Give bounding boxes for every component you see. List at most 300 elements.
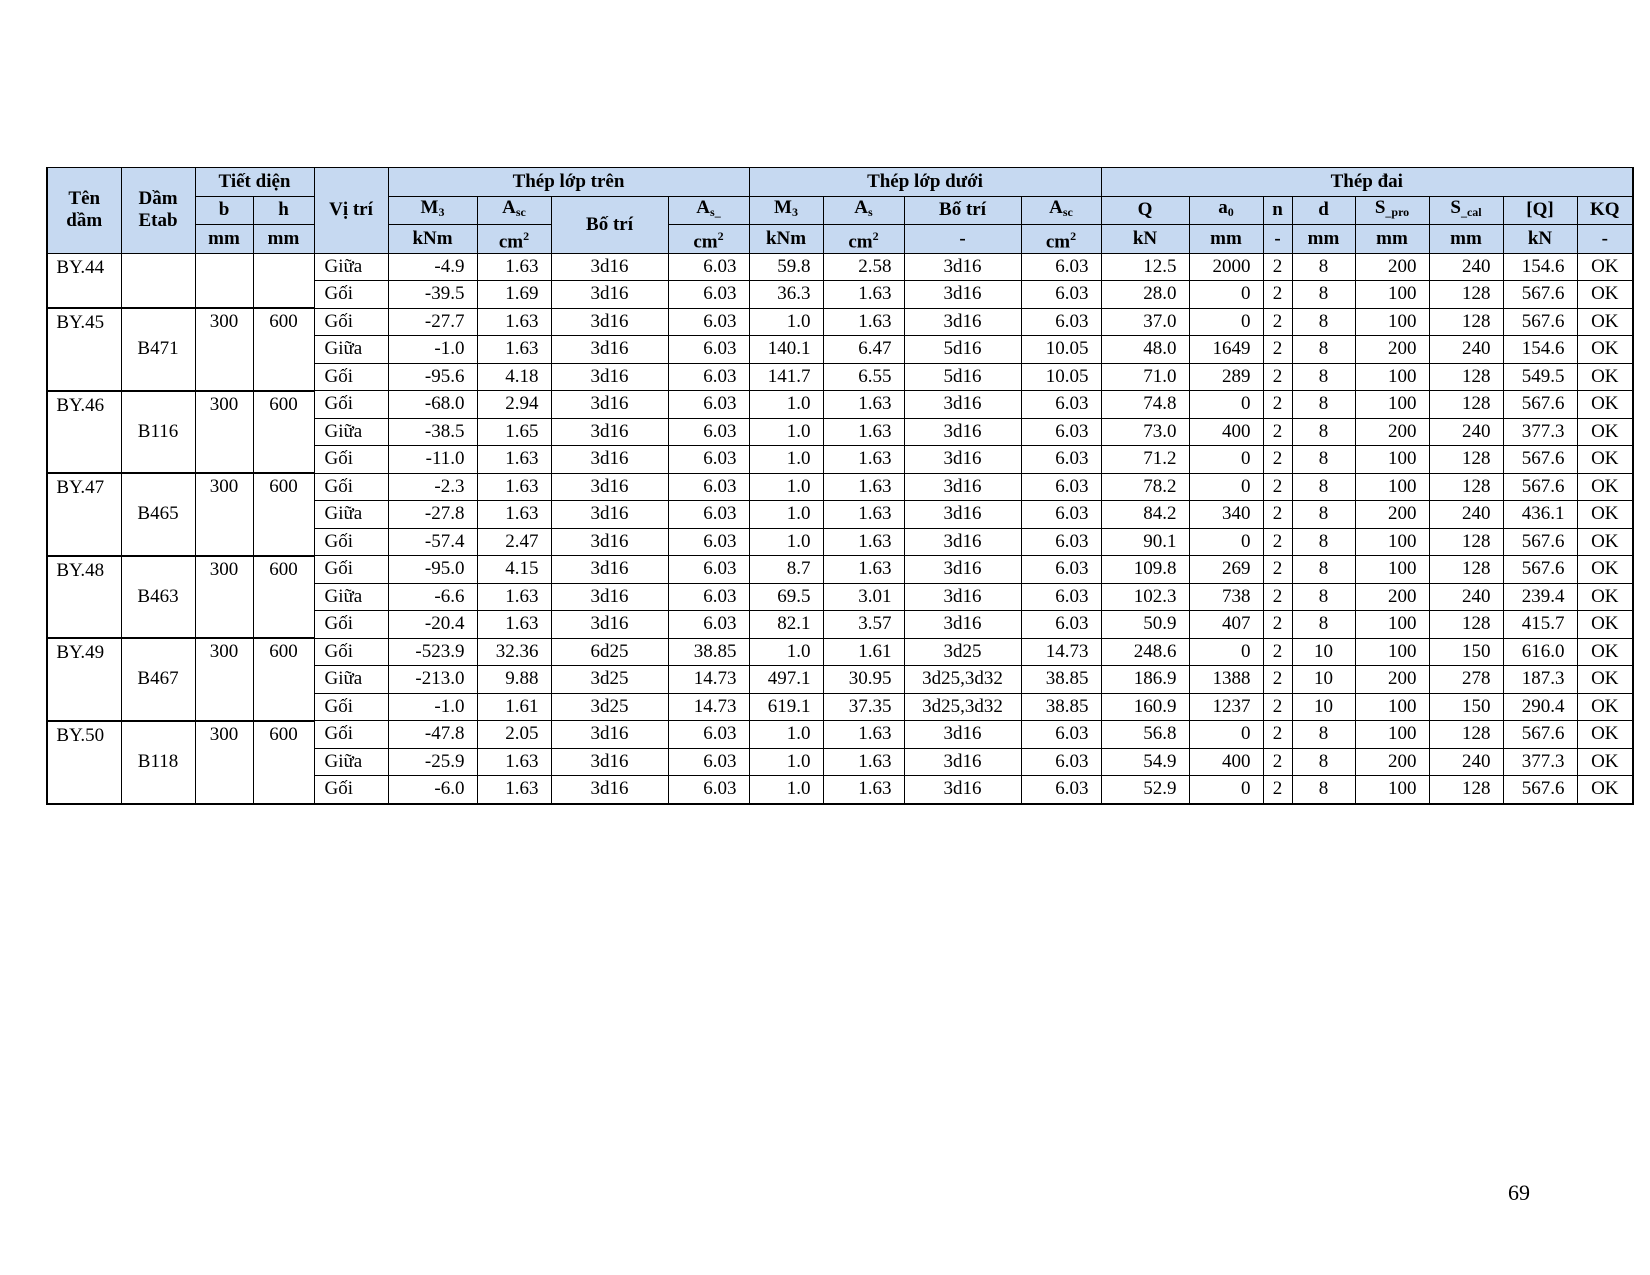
cell-a0: 269: [1189, 556, 1263, 584]
cell-top-bo-tri: 3d16: [551, 611, 668, 639]
cell-b: 300: [195, 638, 253, 721]
cell-top-as: 6.03: [668, 528, 749, 556]
cell-q-allow: 377.3: [1503, 748, 1577, 776]
cell-q-allow: 239.4: [1503, 583, 1577, 611]
cell-d: 8: [1292, 253, 1355, 281]
cell-top-m3: -95.6: [388, 363, 477, 391]
cell-d: 8: [1292, 776, 1355, 804]
cell-top-as: 6.03: [668, 583, 749, 611]
cell-a0: 340: [1189, 501, 1263, 529]
cell-s-pro: 200: [1355, 748, 1429, 776]
cell-d: 8: [1292, 556, 1355, 584]
cell-top-bo-tri: 3d16: [551, 501, 668, 529]
header-dam-etab: Dầm Etab: [121, 168, 195, 254]
unit-top-as: $cm^2$: [668, 225, 749, 254]
cell-vi-tri: Giữa: [314, 666, 388, 694]
cell-s-pro: 100: [1355, 308, 1429, 336]
header-kq: KQ: [1577, 196, 1633, 225]
cell-q-allow: 154.6: [1503, 336, 1577, 364]
cell-top-as: 6.03: [668, 253, 749, 281]
header-s-cal: $S_{\_cal}$: [1429, 196, 1503, 225]
cell-q: 52.9: [1101, 776, 1189, 804]
cell-beam-name: BY.48: [47, 556, 121, 639]
cell-top-asc: 1.63: [477, 308, 551, 336]
cell-s-cal: 128: [1429, 721, 1503, 749]
cell-a0: 0: [1189, 391, 1263, 419]
cell-vi-tri: Giữa: [314, 253, 388, 281]
cell-bot-bo-tri: 3d16: [904, 721, 1021, 749]
table-row: [47, 473, 1633, 501]
cell-bot-m3: 1.0: [749, 721, 823, 749]
cell-d: 8: [1292, 473, 1355, 501]
cell-top-m3: -95.0: [388, 556, 477, 584]
cell-q: 50.9: [1101, 611, 1189, 639]
header-top-asc: $A_{sc}$: [477, 196, 551, 225]
cell-kq: OK: [1577, 473, 1633, 501]
cell-d: 10: [1292, 666, 1355, 694]
cell-d: 8: [1292, 528, 1355, 556]
cell-b: 300: [195, 391, 253, 474]
cell-d: 8: [1292, 501, 1355, 529]
cell-b: [195, 253, 253, 308]
cell-bot-asc: 10.05: [1021, 336, 1101, 364]
cell-d: 10: [1292, 693, 1355, 721]
cell-s-pro: 100: [1355, 363, 1429, 391]
cell-h: [253, 253, 314, 308]
cell-q-allow: 154.6: [1503, 253, 1577, 281]
cell-top-asc: 32.36: [477, 638, 551, 666]
cell-top-bo-tri: 3d16: [551, 418, 668, 446]
header-q: Q: [1101, 196, 1189, 225]
header-top-m3: $M_3$: [388, 196, 477, 225]
cell-top-bo-tri: 3d25: [551, 693, 668, 721]
cell-h: 600: [253, 473, 314, 556]
cell-s-cal: 240: [1429, 501, 1503, 529]
cell-top-bo-tri: 3d16: [551, 308, 668, 336]
cell-bot-asc: 6.03: [1021, 556, 1101, 584]
cell-s-pro: 100: [1355, 446, 1429, 474]
cell-vi-tri: Gối: [314, 776, 388, 804]
cell-bot-asc: 6.03: [1021, 308, 1101, 336]
cell-bot-asc: 10.05: [1021, 363, 1101, 391]
cell-top-asc: 1.63: [477, 748, 551, 776]
cell-top-as: 6.03: [668, 363, 749, 391]
cell-bot-bo-tri: 3d16: [904, 308, 1021, 336]
cell-etab: B471: [121, 308, 195, 391]
cell-bot-as: 1.63: [823, 281, 904, 309]
header-top-bo-tri: Bố trí: [551, 196, 668, 253]
header-d: d: [1292, 196, 1355, 225]
unit-h: mm: [253, 225, 314, 254]
cell-top-asc: 2.94: [477, 391, 551, 419]
cell-kq: OK: [1577, 528, 1633, 556]
cell-bot-bo-tri: 3d16: [904, 748, 1021, 776]
cell-q-allow: 567.6: [1503, 776, 1577, 804]
table-row: [47, 308, 1633, 336]
cell-q: 28.0: [1101, 281, 1189, 309]
cell-bot-asc: 6.03: [1021, 253, 1101, 281]
cell-bot-m3: 1.0: [749, 391, 823, 419]
cell-bot-m3: 1.0: [749, 528, 823, 556]
unit-a0: mm: [1189, 225, 1263, 254]
cell-bot-as: 1.63: [823, 556, 904, 584]
cell-top-bo-tri: 3d16: [551, 336, 668, 364]
cell-etab: [121, 253, 195, 308]
cell-q-allow: 567.6: [1503, 391, 1577, 419]
cell-bot-bo-tri: 5d16: [904, 363, 1021, 391]
cell-top-as: 6.03: [668, 501, 749, 529]
unit-bot-m3: kNm: [749, 225, 823, 254]
cell-kq: OK: [1577, 363, 1633, 391]
cell-bot-asc: 6.03: [1021, 528, 1101, 556]
cell-bot-as: 37.35: [823, 693, 904, 721]
cell-a0: 1649: [1189, 336, 1263, 364]
cell-bot-asc: 6.03: [1021, 721, 1101, 749]
cell-top-asc: 1.63: [477, 501, 551, 529]
cell-kq: OK: [1577, 611, 1633, 639]
unit-top-m3: kNm: [388, 225, 477, 254]
table-row: [47, 556, 1633, 584]
table-row: [47, 391, 1633, 419]
cell-top-asc: 9.88: [477, 666, 551, 694]
table-header: [47, 168, 1633, 254]
cell-bot-asc: 38.85: [1021, 666, 1101, 694]
cell-beam-name: BY.44: [47, 253, 121, 308]
cell-q-allow: 567.6: [1503, 473, 1577, 501]
cell-a0: 0: [1189, 638, 1263, 666]
cell-n: 2: [1263, 418, 1292, 446]
cell-top-m3: -68.0: [388, 391, 477, 419]
beam-reinforcement-table: [46, 167, 1634, 805]
cell-bot-m3: 8.7: [749, 556, 823, 584]
cell-q: 12.5: [1101, 253, 1189, 281]
cell-bot-m3: 82.1: [749, 611, 823, 639]
cell-s-cal: 128: [1429, 281, 1503, 309]
cell-b: 300: [195, 308, 253, 391]
cell-q-allow: 567.6: [1503, 721, 1577, 749]
header-thep-lop-duoi: Thép lớp dưới: [749, 168, 1101, 197]
cell-bot-as: 1.63: [823, 391, 904, 419]
cell-s-pro: 100: [1355, 776, 1429, 804]
cell-q-allow: 567.6: [1503, 281, 1577, 309]
cell-top-m3: -2.3: [388, 473, 477, 501]
cell-n: 2: [1263, 528, 1292, 556]
cell-top-asc: 1.63: [477, 776, 551, 804]
cell-top-bo-tri: 3d25: [551, 666, 668, 694]
cell-q: 102.3: [1101, 583, 1189, 611]
cell-bot-bo-tri: 3d16: [904, 253, 1021, 281]
cell-a0: 400: [1189, 748, 1263, 776]
cell-bot-m3: 619.1: [749, 693, 823, 721]
header-tiet-dien: Tiết diện: [195, 168, 314, 197]
cell-s-cal: 240: [1429, 748, 1503, 776]
cell-kq: OK: [1577, 721, 1633, 749]
cell-bot-bo-tri: 3d16: [904, 556, 1021, 584]
cell-beam-name: BY.46: [47, 391, 121, 474]
cell-h: 600: [253, 391, 314, 474]
cell-s-pro: 100: [1355, 611, 1429, 639]
cell-bot-as: 1.63: [823, 418, 904, 446]
cell-bot-bo-tri: 3d16: [904, 391, 1021, 419]
cell-bot-asc: 6.03: [1021, 748, 1101, 776]
cell-bot-m3: 140.1: [749, 336, 823, 364]
cell-d: 8: [1292, 363, 1355, 391]
cell-n: 2: [1263, 693, 1292, 721]
cell-q-allow: 377.3: [1503, 418, 1577, 446]
cell-q-allow: 567.6: [1503, 528, 1577, 556]
cell-bot-bo-tri: 3d16: [904, 583, 1021, 611]
cell-n: 2: [1263, 583, 1292, 611]
cell-s-pro: 100: [1355, 391, 1429, 419]
cell-top-bo-tri: 3d16: [551, 473, 668, 501]
cell-top-m3: -523.9: [388, 638, 477, 666]
cell-top-m3: -27.7: [388, 308, 477, 336]
cell-top-bo-tri: 3d16: [551, 583, 668, 611]
cell-vi-tri: Gối: [314, 473, 388, 501]
cell-top-as: 6.03: [668, 391, 749, 419]
cell-top-m3: -213.0: [388, 666, 477, 694]
table-row: [47, 253, 1633, 281]
cell-vi-tri: Gối: [314, 528, 388, 556]
cell-top-bo-tri: 3d16: [551, 721, 668, 749]
cell-top-bo-tri: 3d16: [551, 363, 668, 391]
unit-b: mm: [195, 225, 253, 254]
cell-a0: 0: [1189, 308, 1263, 336]
cell-beam-name: BY.45: [47, 308, 121, 391]
cell-bot-m3: 69.5: [749, 583, 823, 611]
cell-s-cal: 128: [1429, 528, 1503, 556]
cell-q: 71.0: [1101, 363, 1189, 391]
cell-bot-as: 1.63: [823, 528, 904, 556]
cell-s-cal: 128: [1429, 776, 1503, 804]
cell-kq: OK: [1577, 583, 1633, 611]
cell-top-as: 6.03: [668, 556, 749, 584]
cell-n: 2: [1263, 721, 1292, 749]
cell-bot-as: 3.01: [823, 583, 904, 611]
cell-bot-m3: 1.0: [749, 748, 823, 776]
cell-vi-tri: Gối: [314, 638, 388, 666]
cell-vi-tri: Gối: [314, 721, 388, 749]
cell-kq: OK: [1577, 693, 1633, 721]
cell-s-cal: 150: [1429, 638, 1503, 666]
cell-q: 78.2: [1101, 473, 1189, 501]
cell-bot-as: 1.63: [823, 776, 904, 804]
cell-bot-asc: 14.73: [1021, 638, 1101, 666]
cell-s-cal: 240: [1429, 253, 1503, 281]
cell-d: 8: [1292, 446, 1355, 474]
header-h: h: [253, 196, 314, 225]
cell-bot-bo-tri: 3d16: [904, 446, 1021, 474]
cell-top-bo-tri: 3d16: [551, 281, 668, 309]
cell-bot-bo-tri: 3d16: [904, 528, 1021, 556]
unit-top-asc: $cm^2$: [477, 225, 551, 254]
cell-top-as: 14.73: [668, 666, 749, 694]
cell-bot-bo-tri: 3d16: [904, 501, 1021, 529]
cell-s-pro: 200: [1355, 583, 1429, 611]
cell-bot-bo-tri: 3d25,3d32: [904, 693, 1021, 721]
cell-q-allow: 549.5: [1503, 363, 1577, 391]
cell-top-as: 6.03: [668, 721, 749, 749]
cell-vi-tri: Gối: [314, 281, 388, 309]
cell-n: 2: [1263, 501, 1292, 529]
unit-s-cal: mm: [1429, 225, 1503, 254]
cell-top-asc: 1.63: [477, 336, 551, 364]
cell-top-bo-tri: 3d16: [551, 748, 668, 776]
cell-top-m3: -4.9: [388, 253, 477, 281]
header-thep-lop-tren: Thép lớp trên: [388, 168, 749, 197]
cell-s-pro: 200: [1355, 501, 1429, 529]
header-ten-dam: Tên dầm: [47, 168, 121, 254]
cell-s-cal: 128: [1429, 473, 1503, 501]
cell-n: 2: [1263, 281, 1292, 309]
cell-d: 10: [1292, 638, 1355, 666]
cell-bot-asc: 6.03: [1021, 446, 1101, 474]
cell-top-m3: -27.8: [388, 501, 477, 529]
cell-bot-as: 6.47: [823, 336, 904, 364]
table-row: [47, 638, 1633, 666]
cell-top-as: 6.03: [668, 748, 749, 776]
cell-bot-as: 30.95: [823, 666, 904, 694]
cell-bot-bo-tri: 3d16: [904, 473, 1021, 501]
cell-bot-bo-tri: 5d16: [904, 336, 1021, 364]
cell-top-as: 6.03: [668, 336, 749, 364]
cell-bot-bo-tri: 3d16: [904, 776, 1021, 804]
header-q-allow: [Q]: [1503, 196, 1577, 225]
cell-q-allow: 616.0: [1503, 638, 1577, 666]
cell-a0: 2000: [1189, 253, 1263, 281]
cell-n: 2: [1263, 363, 1292, 391]
cell-d: 8: [1292, 418, 1355, 446]
cell-bot-as: 2.58: [823, 253, 904, 281]
cell-n: 2: [1263, 308, 1292, 336]
cell-top-as: 38.85: [668, 638, 749, 666]
cell-a0: 407: [1189, 611, 1263, 639]
cell-bot-as: 1.63: [823, 501, 904, 529]
unit-s-pro: mm: [1355, 225, 1429, 254]
cell-top-m3: -39.5: [388, 281, 477, 309]
cell-q-allow: 567.6: [1503, 308, 1577, 336]
cell-top-m3: -47.8: [388, 721, 477, 749]
cell-top-m3: -1.0: [388, 693, 477, 721]
cell-a0: 0: [1189, 446, 1263, 474]
cell-b: 300: [195, 556, 253, 639]
cell-etab: B463: [121, 556, 195, 639]
cell-top-asc: 2.05: [477, 721, 551, 749]
cell-beam-name: BY.49: [47, 638, 121, 721]
cell-kq: OK: [1577, 556, 1633, 584]
cell-vi-tri: Giữa: [314, 418, 388, 446]
cell-d: 8: [1292, 308, 1355, 336]
table-body: [47, 253, 1633, 804]
cell-kq: OK: [1577, 748, 1633, 776]
cell-b: 300: [195, 473, 253, 556]
cell-top-m3: -6.0: [388, 776, 477, 804]
cell-n: 2: [1263, 748, 1292, 776]
cell-bot-m3: 1.0: [749, 638, 823, 666]
cell-bot-m3: 1.0: [749, 418, 823, 446]
cell-kq: OK: [1577, 501, 1633, 529]
cell-bot-as: 1.63: [823, 473, 904, 501]
cell-kq: OK: [1577, 336, 1633, 364]
cell-top-m3: -20.4: [388, 611, 477, 639]
header-b: b: [195, 196, 253, 225]
cell-a0: 0: [1189, 776, 1263, 804]
cell-s-pro: 200: [1355, 336, 1429, 364]
cell-q: 90.1: [1101, 528, 1189, 556]
unit-q-allow: kN: [1503, 225, 1577, 254]
cell-etab: B118: [121, 721, 195, 804]
cell-a0: 0: [1189, 721, 1263, 749]
header-top-as: $A_{s\_}$: [668, 196, 749, 225]
cell-vi-tri: Giữa: [314, 501, 388, 529]
cell-top-asc: 1.61: [477, 693, 551, 721]
page-number: 69: [1508, 1180, 1530, 1205]
cell-top-bo-tri: 3d16: [551, 391, 668, 419]
cell-bot-m3: 497.1: [749, 666, 823, 694]
cell-q: 84.2: [1101, 501, 1189, 529]
header-thep-dai: Thép đai: [1101, 168, 1633, 197]
cell-s-cal: 128: [1429, 556, 1503, 584]
cell-n: 2: [1263, 666, 1292, 694]
cell-s-pro: 200: [1355, 253, 1429, 281]
cell-s-cal: 240: [1429, 583, 1503, 611]
cell-a0: 289: [1189, 363, 1263, 391]
cell-top-asc: 2.47: [477, 528, 551, 556]
cell-top-bo-tri: 3d16: [551, 446, 668, 474]
cell-q: 186.9: [1101, 666, 1189, 694]
header-bot-as: $A_s$: [823, 196, 904, 225]
cell-top-asc: 1.63: [477, 473, 551, 501]
cell-d: 8: [1292, 391, 1355, 419]
cell-d: 8: [1292, 748, 1355, 776]
cell-bot-as: 1.61: [823, 638, 904, 666]
cell-bot-asc: 6.03: [1021, 391, 1101, 419]
header-bot-asc: $A_{sc}$: [1021, 196, 1101, 225]
cell-b: 300: [195, 721, 253, 804]
cell-kq: OK: [1577, 446, 1633, 474]
cell-top-as: 6.03: [668, 473, 749, 501]
cell-top-m3: -6.6: [388, 583, 477, 611]
cell-s-pro: 100: [1355, 721, 1429, 749]
cell-a0: 738: [1189, 583, 1263, 611]
cell-d: 8: [1292, 336, 1355, 364]
header-a0: $a_0$: [1189, 196, 1263, 225]
cell-vi-tri: Gối: [314, 446, 388, 474]
cell-top-as: 6.03: [668, 611, 749, 639]
cell-q: 248.6: [1101, 638, 1189, 666]
cell-kq: OK: [1577, 638, 1633, 666]
cell-q-allow: 415.7: [1503, 611, 1577, 639]
cell-top-bo-tri: 3d16: [551, 776, 668, 804]
cell-vi-tri: Gối: [314, 693, 388, 721]
unit-n: -: [1263, 225, 1292, 254]
cell-top-asc: 4.18: [477, 363, 551, 391]
cell-kq: OK: [1577, 281, 1633, 309]
cell-top-m3: -38.5: [388, 418, 477, 446]
cell-n: 2: [1263, 776, 1292, 804]
header-n: n: [1263, 196, 1292, 225]
cell-top-bo-tri: 6d25: [551, 638, 668, 666]
cell-q: 48.0: [1101, 336, 1189, 364]
cell-h: 600: [253, 556, 314, 639]
cell-vi-tri: Giữa: [314, 336, 388, 364]
cell-bot-asc: 6.03: [1021, 776, 1101, 804]
cell-top-m3: -25.9: [388, 748, 477, 776]
cell-q-allow: 187.3: [1503, 666, 1577, 694]
cell-top-bo-tri: 3d16: [551, 528, 668, 556]
cell-bot-asc: 6.03: [1021, 473, 1101, 501]
cell-kq: OK: [1577, 666, 1633, 694]
